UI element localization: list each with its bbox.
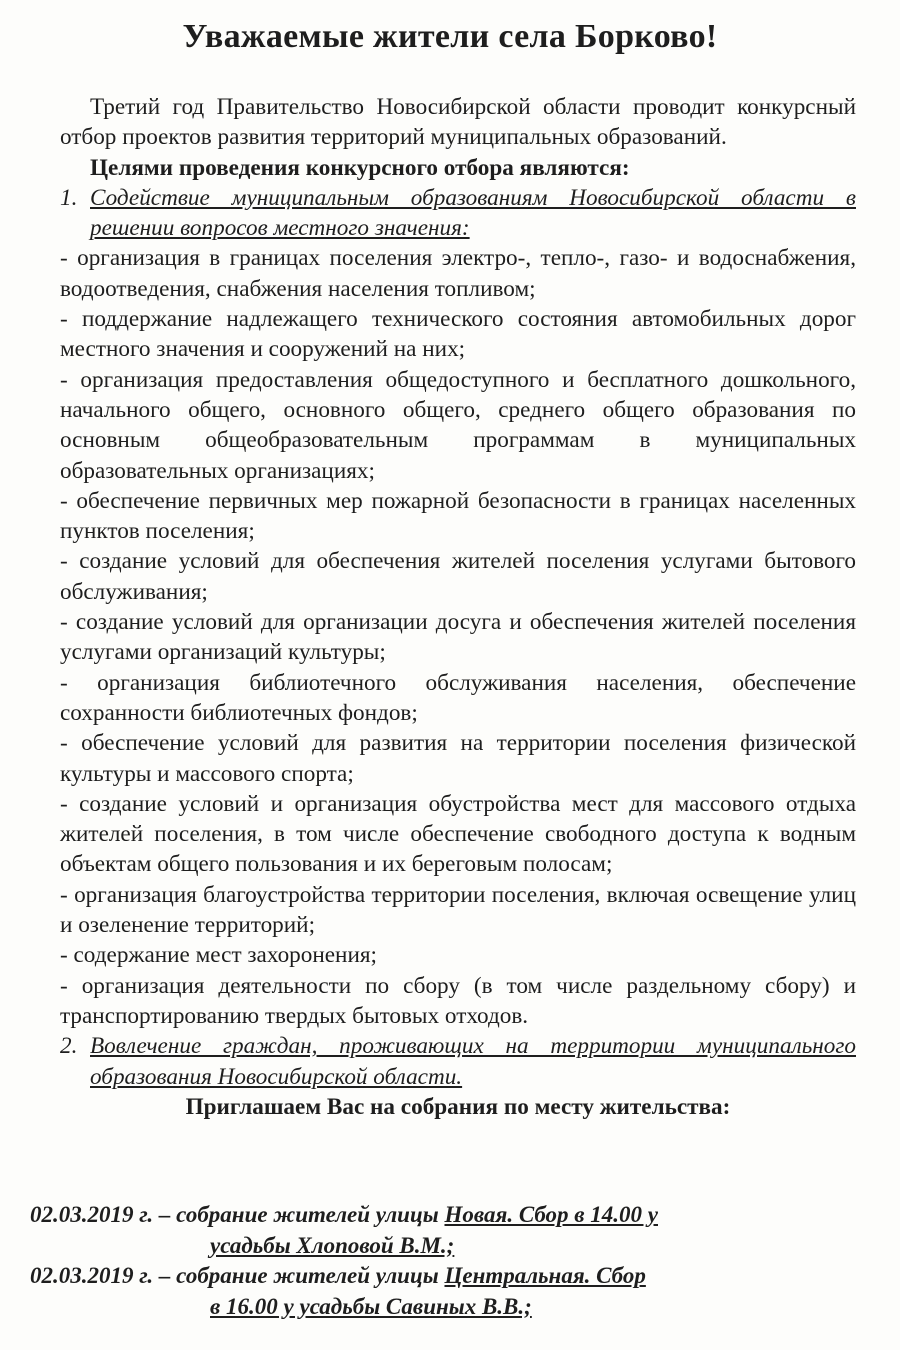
list-item: - обеспечение первичных мер пожарной безопасности в границах населенных пунктов поселения; xyxy=(60,487,856,545)
meeting-street-time: Центральная. Сбор xyxy=(444,1263,646,1288)
list-item: - поддержание надлежащего технического состояния автомобильных дорог местного значения и сооружений на них; xyxy=(60,306,856,363)
list-item: - создание условий для обеспечения жителей поселения услугами бытового обслуживания; xyxy=(60,548,856,605)
list-item: - содержание мест захоронения; xyxy=(60,942,377,969)
list-item: - организация деятельности по сбору (в том числе раздельному сбору) и транспортированию твердых бытовых отходов. xyxy=(60,972,856,1029)
goal-2-number: 2. xyxy=(60,1033,78,1060)
document-body xyxy=(60,92,856,1122)
goal-2 xyxy=(60,1031,856,1092)
meeting-location: усадьбы Хлоповой В.М.; xyxy=(210,1232,455,1258)
goal-1 xyxy=(60,183,856,244)
list-item: - создание условий и организация обустройства мест для массового отдыха жителей поселения, в том числе обеспечение свободного доступа к водным объектам общего пользования и их береговым полосам; xyxy=(60,790,856,878)
list-item: - организация в границах поселения электро-, тепло-, газо- и водоснабжения, водоотведения, снабжения населения топливом; xyxy=(60,245,856,302)
meeting-entry xyxy=(30,1200,830,1261)
meeting-entry xyxy=(30,1261,830,1322)
meeting-street-time: Новая. Сбор в 14.00 у xyxy=(444,1202,658,1227)
list-item: - организация библиотечного обслуживания населения, обеспечение сохранности библиотечных фондов; xyxy=(60,669,856,726)
meetings-list xyxy=(30,1200,830,1322)
goal-1-number: 1. xyxy=(60,184,78,211)
list-item: - организация благоустройства территории поселения, включая освещение улиц и озеленение территорий; xyxy=(60,881,856,939)
meeting-location: в 16.00 у усадьбы Савиных В.В.; xyxy=(210,1293,532,1319)
intro-paragraph: Третий год Правительство Новосибирской области проводит конкурсный отбор проектов развития территорий муниципальных образований. xyxy=(60,94,856,151)
list-item: - организация предоставления общедоступного и бесплатного дошкольного, начального общего, основного общего, среднего общего образования по основным общеобразовательным программам в муниципальных образовательных организациях; xyxy=(60,366,856,484)
goals-heading: Целями проведения конкурсного отбора являются: xyxy=(90,154,630,181)
goal-1-text: Содействие муниципальным образованиям Новосибирской области в решении вопросов местного значения: xyxy=(90,184,856,242)
goal-2-text: Вовлечение граждан, проживающих на территории муниципального образования Новосибирской области. xyxy=(90,1033,856,1090)
page-title: Уважаемые жители села Борково! xyxy=(182,18,718,55)
invitation-heading: Приглашаем Вас на собрания по месту жительства: xyxy=(185,1093,731,1120)
meeting-prefix: 02.03.2019 г. – собрание жителей улицы xyxy=(30,1263,445,1288)
meeting-prefix: 02.03.2019 г. – собрание жителей улицы xyxy=(30,1202,445,1227)
list-item: - создание условий для организации досуга и обеспечения жителей поселения услугами организаций культуры; xyxy=(60,609,856,666)
list-item: - обеспечение условий для развития на территории поселения физической культуры и массового спорта; xyxy=(60,730,856,787)
